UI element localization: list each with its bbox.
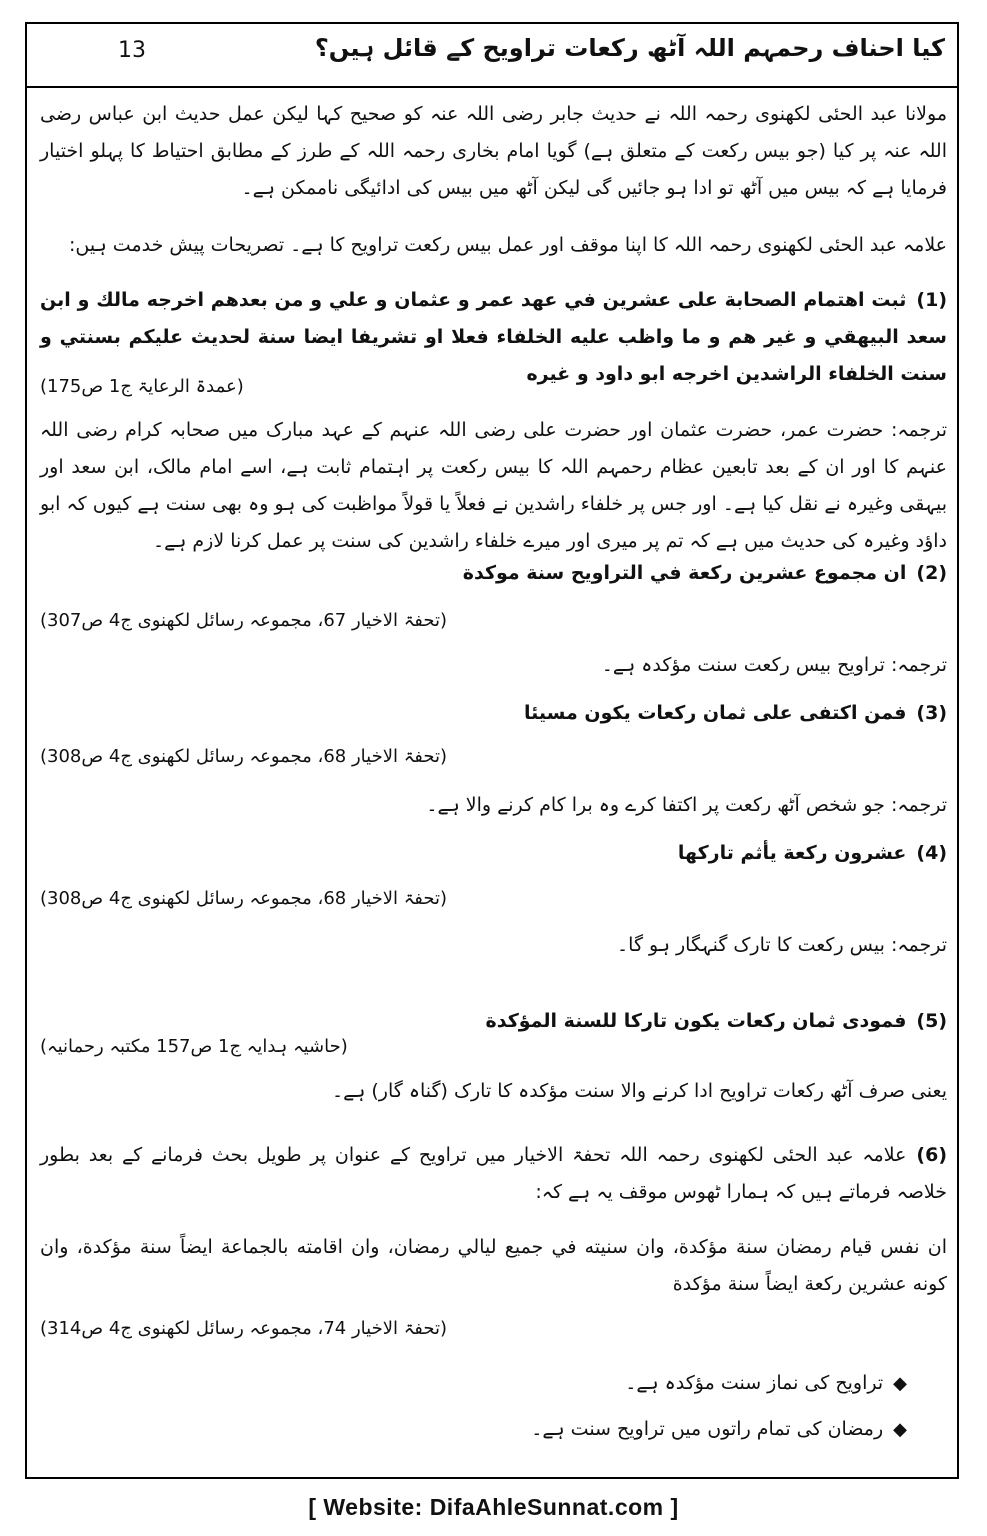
item-number: (6)	[916, 1144, 947, 1166]
bullet-item-1	[40, 1372, 947, 1394]
arabic-text: ثبت اهتمام الصحابة على عشرين في عهد عمر و عثمان و علي و من بعدهم اخرجه مالك و ابن سعد البيهقي و غير هم و ما واظب عليه الخلفاء فعلا او تشريفا ايضا سنة لحديث عليكم بسنتي و سنت الخلفاء الراشدين اخرجه ابو داود و غيره	[40, 289, 947, 385]
item-4-translation: ترجمہ: بیس رکعت کا تارک گنہگار ہو گا۔	[617, 934, 947, 956]
item-number: (1)	[916, 289, 947, 311]
item-5-arabic	[40, 1010, 947, 1032]
header-divider	[25, 86, 959, 88]
arabic-text: فمودى ثمان ركعات يكون تاركا للسنة المؤكدة	[485, 1010, 907, 1032]
item-3-reference: (تحفۃ الاخیار 68، مجموعہ رسائل لکھنوی ج4 ص308)	[40, 746, 447, 767]
arabic-text: عشرون ركعة يأثم تاركها	[677, 842, 907, 864]
bullet-item-2	[40, 1418, 947, 1440]
item-5-translation: یعنی صرف آٹھ رکعات تراویح ادا کرنے والا سنت مؤکدہ کا تارک (گناہ گار) ہے۔	[331, 1080, 947, 1102]
item-4-arabic	[40, 842, 947, 864]
item-number: (4)	[916, 842, 947, 864]
item-1-translation: ترجمہ: حضرت عمر، حضرت عثمان اور حضرت علی رضی اللہ عنہم کے عہد مبارک میں صحابہ کرام رضی اللہ عنہم کا اور ان کے بعد تابعین عظام رحمہم اللہ کا بیس رکعت پر اہتمام ثابت ہے، اسے امام مالک، ابن سعد اور بیہقی وغیرہ نے نقل کیا ہے۔ اور جس پر خلفاء راشدین نے فعلاً یا قولاً مواظبت کی ہو وہ بھی سنت ہے کیوں کہ ابو داؤد وغیرہ کی حدیث میں ہے کہ تم پر میری اور میرے خلفاء راشدین کی سنت پر عمل کرنا لازم ہے۔	[40, 419, 947, 552]
item-2-arabic	[40, 562, 947, 584]
item-2-translation: ترجمہ: تراویح بیس رکعت سنت مؤکدہ ہے۔	[601, 654, 947, 676]
statement-paragraph: علامہ عبد الحئی لکھنوی رحمہ اللہ کا اپنا موقف اور عمل بیس رکعت تراویح کا ہے۔ تصریحات پیش خدمت ہیں:	[69, 234, 947, 256]
item-6-body: علامہ عبد الحئی لکھنوی رحمہ اللہ تحفۃ الاخیار میں تراویح کے عنوان پر طویل بحث فرمانے کے بعد بطور خلاصہ فرماتے ہیں کہ ہمارا ٹھوس موقف یہ ہے کہ:	[40, 1144, 947, 1203]
website-footer: [ Website: DifaAhleSunnat.com ]	[308, 1494, 679, 1520]
bullet-text: رمضان کی تمام راتوں میں تراویح سنت ہے۔	[531, 1418, 884, 1440]
arabic-text: ان مجموع عشرين ركعة في التراويح سنة موكدة	[462, 562, 907, 584]
arabic-text: فمن اكتفى على ثمان ركعات يكون مسيئا	[524, 702, 907, 724]
item-5-reference: (حاشیہ ہدایہ ج1 ص157 مکتبہ رحمانیہ)	[40, 1036, 348, 1057]
item-2-reference: (تحفۃ الاخیار 67، مجموعہ رسائل لکھنوی ج4 ص307)	[40, 610, 447, 631]
item-3-translation: ترجمہ: جو شخص آٹھ رکعت پر اکتفا کرے وہ برا کام کرنے والا ہے۔	[426, 794, 947, 816]
item-4-reference: (تحفۃ الاخیار 68، مجموعہ رسائل لکھنوی ج4 ص308)	[40, 888, 447, 909]
page-number: 13	[118, 38, 146, 63]
bullet-text: تراویح کی نماز سنت مؤکدہ ہے۔	[625, 1372, 884, 1394]
item-6-reference: (تحفۃ الاخیار 74، مجموعہ رسائل لکھنوی ج4 ص314)	[40, 1318, 447, 1339]
item-1-reference: (عمدۃ الرعایۃ ج1 ص175)	[40, 376, 244, 397]
item-number: (2)	[916, 562, 947, 584]
item-number: (3)	[916, 702, 947, 724]
page-title: کیا احناف رحمہم اللہ آٹھ رکعات تراویح کے قائل ہیں؟	[314, 34, 945, 62]
diamond-bullet-icon: ◆	[893, 1419, 907, 1440]
item-number: (5)	[916, 1010, 947, 1032]
item-3-arabic	[40, 702, 947, 724]
item-6-arabic: ان نفس قيام رمضان سنة مؤكدة، وان سنيته في جميع ليالي رمضان، وان اقامته بالجماعة ايضاً سنة مؤكدة، وان كونه عشرين ركعة ايضاً سنة مؤكدة	[40, 1236, 947, 1295]
item-6-text	[40, 1137, 947, 1211]
intro-paragraph: مولانا عبد الحئی لکھنوی رحمہ اللہ نے حدیث جابر رضی اللہ عنہ کو صحیح کہا لیکن عمل حدیث ابن عباس رضی اللہ عنہ پر کیا (جو بیس رکعت کے متعلق ہے) گویا امام بخاری رحمہ اللہ کے طرز کے مطابق احتیاط کا پہلو اختیار فرمایا ہے کہ بیس میں آٹھ تو ادا ہو جائیں گی لیکن آٹھ میں بیس کی ادائیگی ناممکن ہے۔	[40, 103, 947, 199]
diamond-bullet-icon: ◆	[893, 1373, 907, 1394]
